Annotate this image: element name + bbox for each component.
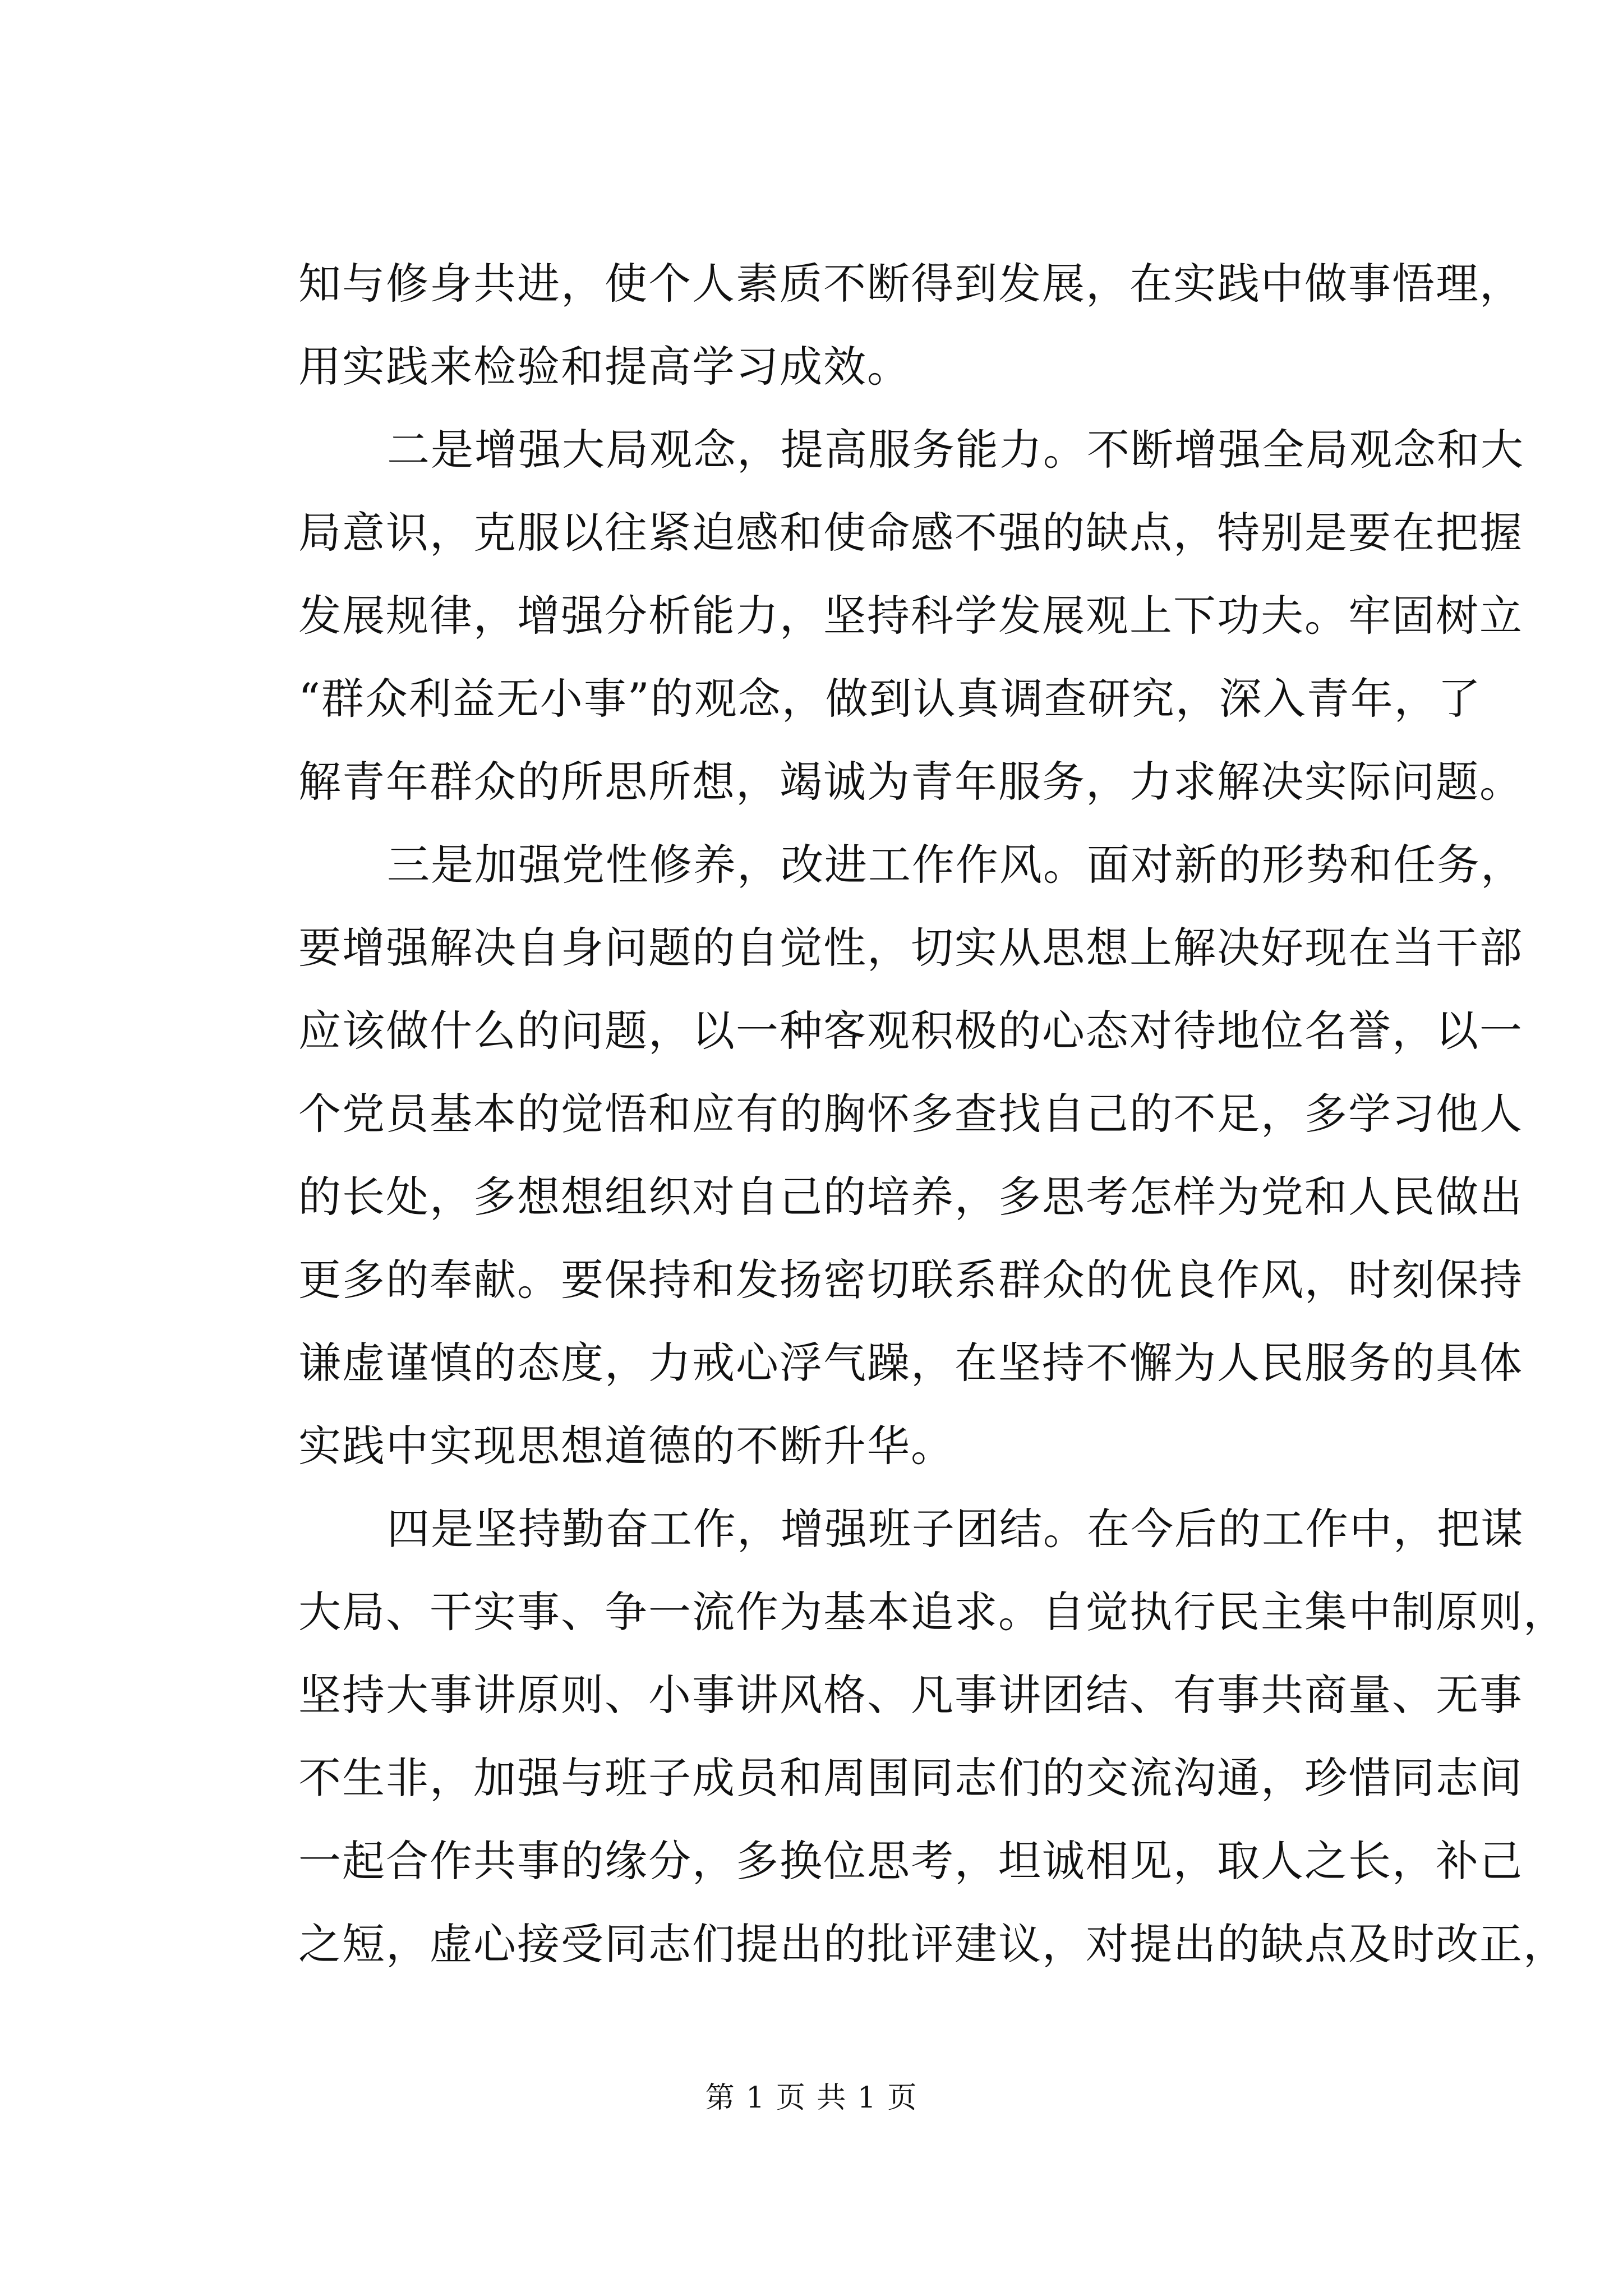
text-line: 应该做什么的问题，以一种客观积极的心态对待地位名誉，以一 xyxy=(298,1006,1523,1056)
text-line: 谦虚谨慎的态度，力戒心浮气躁，在坚持不懈为人民服务的具体 xyxy=(298,1338,1523,1388)
paragraph-start-line: 三是加强党性修养，改进工作作风。面对新的形势和任务， xyxy=(387,840,1524,890)
text-line: 发展规律，增强分析能力，坚持科学发展观上下功夫。牢固树立 xyxy=(298,591,1523,641)
page-number-footer: 第 1 页 共 1 页 xyxy=(705,2081,918,2115)
text-line: 更多的奉献。要保持和发扬密切联系群众的优良作风，时刻保持 xyxy=(298,1255,1523,1305)
text-line: 之短，虚心接受同志们提出的批评建议，对提出的缺点及时改正， xyxy=(298,1919,1567,1969)
text-line: “群众利益无小事”的观念，做到认真调查研究，深入青年，了 xyxy=(298,674,1482,724)
text-line: 局意识，克服以往紧迫感和使命感不强的缺点，特别是要在把握 xyxy=(298,508,1523,558)
text-line: 用实践来检验和提高学习成效。 xyxy=(298,342,911,392)
text-line: 大局、干实事、争一流作为基本追求。自觉执行民主集中制原则， xyxy=(298,1587,1567,1637)
paragraph-start-line: 四是坚持勤奋工作，增强班子团结。在今后的工作中，把谋 xyxy=(387,1504,1524,1554)
text-line: 一起合作共事的缘分，多换位思考，坦诚相见，取人之长，补己 xyxy=(298,1836,1523,1886)
text-line: 要增强解决自身问题的自觉性，切实从思想上解决好现在当干部 xyxy=(298,923,1523,973)
text-line: 不生非，加强与班子成员和周围同志们的交流沟通，珍惜同志间 xyxy=(298,1753,1523,1803)
paragraph-start-line: 二是增强大局观念，提高服务能力。不断增强全局观念和大 xyxy=(387,425,1524,475)
text-line: 的长处，多想想组织对自己的培养，多思考怎样为党和人民做出 xyxy=(298,1172,1523,1222)
document-body xyxy=(298,242,1567,1986)
text-line: 实践中实现思想道德的不断升华。 xyxy=(298,1421,955,1471)
text-line: 知与修身共进，使个人素质不断得到发展，在实践中做事悟理， xyxy=(298,259,1523,309)
text-line: 坚持大事讲原则、小事讲风格、凡事讲团结、有事共商量、无事 xyxy=(298,1670,1523,1720)
text-line: 个党员基本的觉悟和应有的胸怀多查找自己的不足，多学习他人 xyxy=(298,1089,1523,1139)
text-line: 解青年群众的所思所想，竭诚为青年服务，力求解决实际问题。 xyxy=(298,757,1523,807)
